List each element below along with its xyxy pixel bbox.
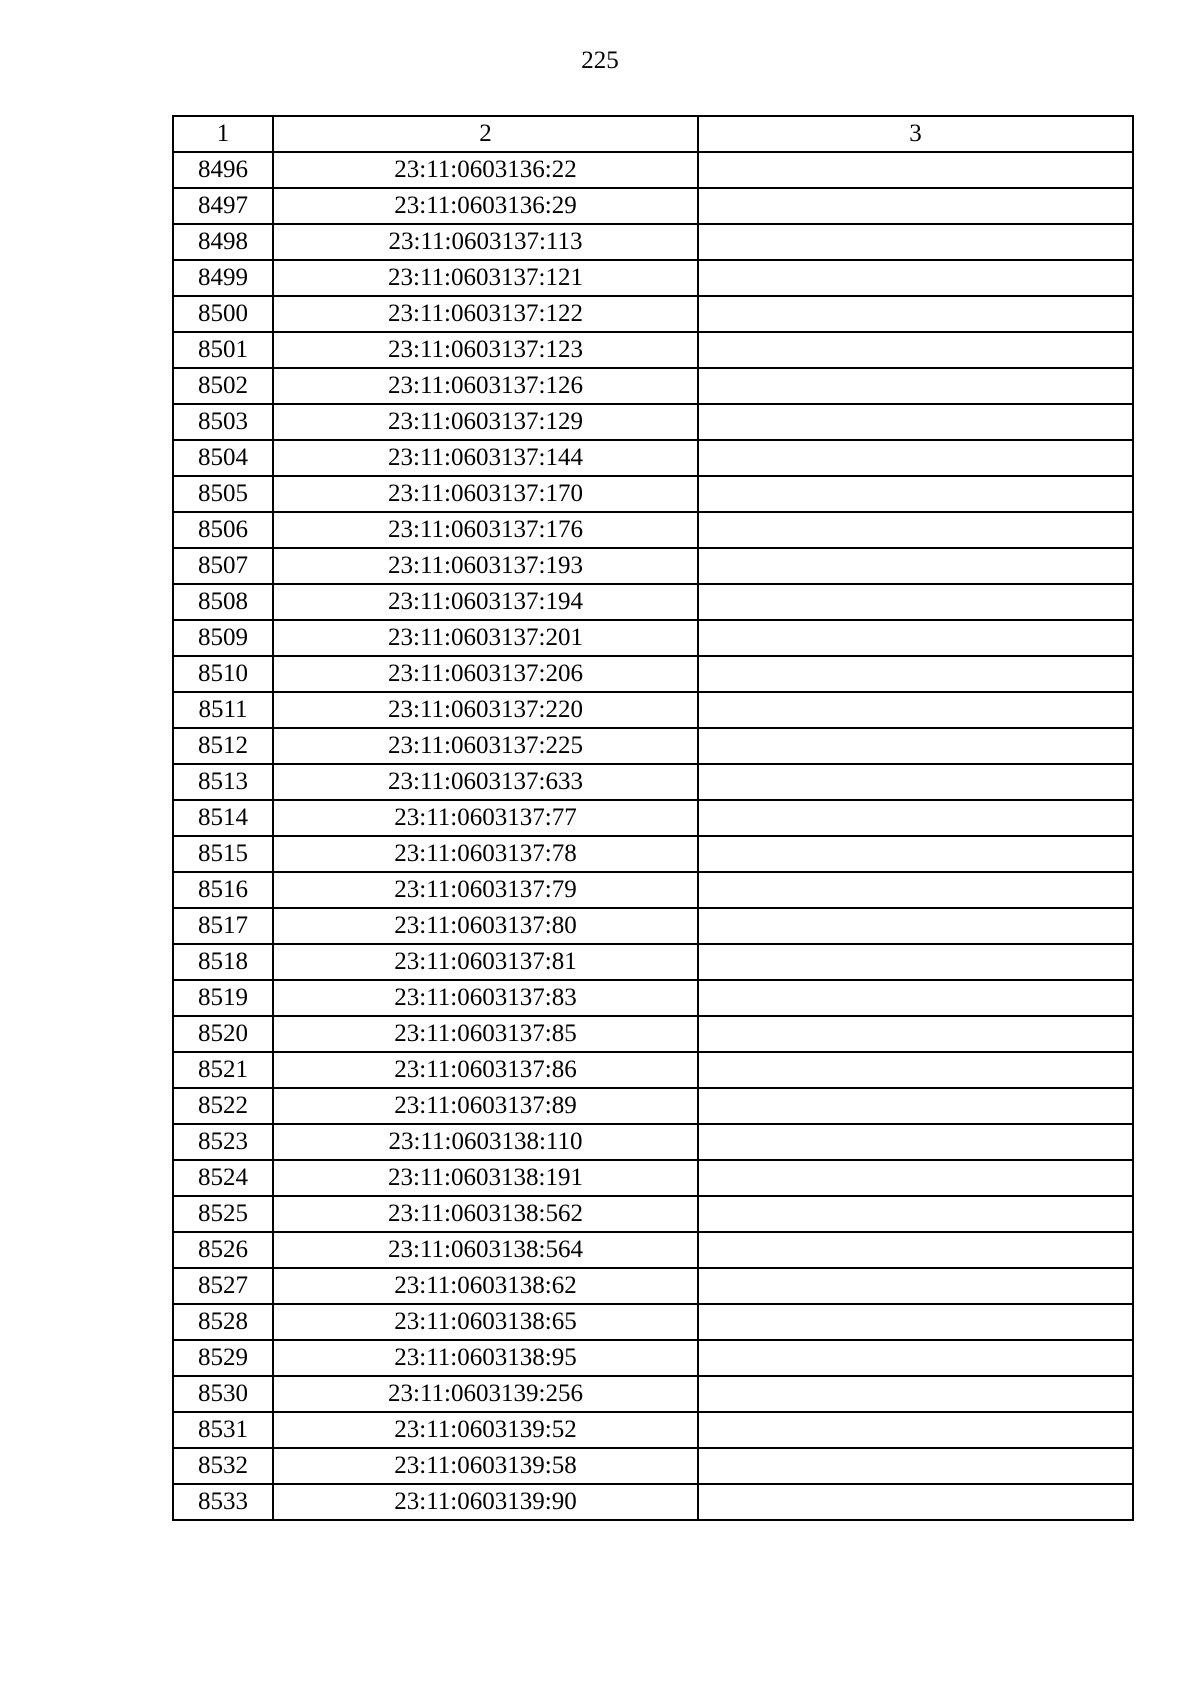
cadastral-number-cell: 23:11:0603137:122 (273, 296, 698, 332)
cadastral-number-cell: 23:11:0603137:220 (273, 692, 698, 728)
notes-cell (698, 332, 1133, 368)
column-header-2: 2 (273, 116, 698, 152)
cadastral-number-cell: 23:11:0603137:201 (273, 620, 698, 656)
table-row (173, 1232, 1133, 1268)
row-number-cell: 8499 (173, 260, 273, 296)
row-number-cell: 8520 (173, 1016, 273, 1052)
notes-cell (698, 1376, 1133, 1412)
table-row (173, 404, 1133, 440)
notes-cell (698, 296, 1133, 332)
row-number-cell: 8519 (173, 980, 273, 1016)
notes-cell (698, 1088, 1133, 1124)
cadastral-number-cell: 23:11:0603137:78 (273, 836, 698, 872)
cadastral-number-cell: 23:11:0603137:126 (273, 368, 698, 404)
row-number-cell: 8505 (173, 476, 273, 512)
table-row (173, 908, 1133, 944)
row-number-cell: 8515 (173, 836, 273, 872)
table-body (173, 152, 1133, 1520)
row-number-cell: 8500 (173, 296, 273, 332)
cadastral-number-cell: 23:11:0603137:633 (273, 764, 698, 800)
cadastral-number-cell: 23:11:0603137:113 (273, 224, 698, 260)
notes-cell (698, 224, 1133, 260)
table-row (173, 1340, 1133, 1376)
cadastral-number-cell: 23:11:0603137:86 (273, 1052, 698, 1088)
cadastral-number-cell: 23:11:0603137:83 (273, 980, 698, 1016)
row-number-cell: 8531 (173, 1412, 273, 1448)
row-number-cell: 8532 (173, 1448, 273, 1484)
table-row (173, 476, 1133, 512)
notes-cell (698, 548, 1133, 584)
cadastral-number-cell: 23:11:0603137:80 (273, 908, 698, 944)
cadastral-number-cell: 23:11:0603138:191 (273, 1160, 698, 1196)
table-row (173, 152, 1133, 188)
notes-cell (698, 476, 1133, 512)
cadastral-number-cell: 23:11:0603138:95 (273, 1340, 698, 1376)
row-number-cell: 8503 (173, 404, 273, 440)
row-number-cell: 8501 (173, 332, 273, 368)
cadastral-number-cell: 23:11:0603138:562 (273, 1196, 698, 1232)
cadastral-number-cell: 23:11:0603136:29 (273, 188, 698, 224)
cadastral-number-cell: 23:11:0603137:129 (273, 404, 698, 440)
row-number-cell: 8521 (173, 1052, 273, 1088)
cadastral-number-cell: 23:11:0603139:256 (273, 1376, 698, 1412)
row-number-cell: 8496 (173, 152, 273, 188)
row-number-cell: 8506 (173, 512, 273, 548)
table-row (173, 980, 1133, 1016)
cadastral-number-cell: 23:11:0603137:79 (273, 872, 698, 908)
notes-cell (698, 692, 1133, 728)
notes-cell (698, 836, 1133, 872)
row-number-cell: 8512 (173, 728, 273, 764)
notes-cell (698, 1196, 1133, 1232)
row-number-cell: 8526 (173, 1232, 273, 1268)
table-row (173, 260, 1133, 296)
notes-cell (698, 1016, 1133, 1052)
table-row (173, 764, 1133, 800)
table-row (173, 440, 1133, 476)
notes-cell (698, 1484, 1133, 1520)
table-row (173, 1268, 1133, 1304)
notes-cell (698, 764, 1133, 800)
table-row (173, 1124, 1133, 1160)
row-number-cell: 8498 (173, 224, 273, 260)
cadastral-number-cell: 23:11:0603138:62 (273, 1268, 698, 1304)
cadastral-number-cell: 23:11:0603137:81 (273, 944, 698, 980)
cadastral-number-cell: 23:11:0603137:206 (273, 656, 698, 692)
notes-cell (698, 1232, 1133, 1268)
notes-cell (698, 728, 1133, 764)
row-number-cell: 8529 (173, 1340, 273, 1376)
cadastral-number-cell: 23:11:0603137:121 (273, 260, 698, 296)
notes-cell (698, 152, 1133, 188)
cadastral-number-cell: 23:11:0603138:564 (273, 1232, 698, 1268)
cadastral-number-cell: 23:11:0603137:85 (273, 1016, 698, 1052)
cadastral-number-cell: 23:11:0603137:225 (273, 728, 698, 764)
notes-cell (698, 188, 1133, 224)
cadastral-number-cell: 23:11:0603137:89 (273, 1088, 698, 1124)
row-number-cell: 8527 (173, 1268, 273, 1304)
notes-cell (698, 1052, 1133, 1088)
cadastral-number-cell: 23:11:0603138:110 (273, 1124, 698, 1160)
table-row (173, 1412, 1133, 1448)
table-row (173, 872, 1133, 908)
table-row (173, 692, 1133, 728)
notes-cell (698, 1124, 1133, 1160)
table-row (173, 512, 1133, 548)
notes-cell (698, 1304, 1133, 1340)
row-number-cell: 8522 (173, 1088, 273, 1124)
row-number-cell: 8508 (173, 584, 273, 620)
column-header-1: 1 (173, 116, 273, 152)
table-row (173, 800, 1133, 836)
notes-cell (698, 620, 1133, 656)
notes-cell (698, 1412, 1133, 1448)
page-number: 225 (581, 47, 619, 74)
cadastral-number-cell: 23:11:0603137:193 (273, 548, 698, 584)
notes-cell (698, 512, 1133, 548)
table-row (173, 836, 1133, 872)
row-number-cell: 8513 (173, 764, 273, 800)
notes-cell (698, 1448, 1133, 1484)
cadastral-table (172, 115, 1134, 1521)
table-row (173, 944, 1133, 980)
row-number-cell: 8516 (173, 872, 273, 908)
cadastral-number-cell: 23:11:0603137:123 (273, 332, 698, 368)
notes-cell (698, 800, 1133, 836)
table-row (173, 296, 1133, 332)
cadastral-number-cell: 23:11:0603138:65 (273, 1304, 698, 1340)
table-row (173, 728, 1133, 764)
table-row (173, 1448, 1133, 1484)
row-number-cell: 8530 (173, 1376, 273, 1412)
cadastral-number-cell: 23:11:0603136:22 (273, 152, 698, 188)
table-row (173, 224, 1133, 260)
notes-cell (698, 944, 1133, 980)
table-row (173, 332, 1133, 368)
table-row (173, 1376, 1133, 1412)
notes-cell (698, 656, 1133, 692)
cadastral-number-cell: 23:11:0603139:90 (273, 1484, 698, 1520)
row-number-cell: 8523 (173, 1124, 273, 1160)
notes-cell (698, 584, 1133, 620)
table-row (173, 188, 1133, 224)
cadastral-number-cell: 23:11:0603139:52 (273, 1412, 698, 1448)
row-number-cell: 8497 (173, 188, 273, 224)
table-row (173, 1088, 1133, 1124)
column-header-3: 3 (698, 116, 1133, 152)
row-number-cell: 8507 (173, 548, 273, 584)
cadastral-number-cell: 23:11:0603137:170 (273, 476, 698, 512)
cadastral-number-cell: 23:11:0603137:77 (273, 800, 698, 836)
row-number-cell: 8511 (173, 692, 273, 728)
notes-cell (698, 440, 1133, 476)
table-row (173, 1160, 1133, 1196)
row-number-cell: 8502 (173, 368, 273, 404)
table-row (173, 584, 1133, 620)
row-number-cell: 8510 (173, 656, 273, 692)
row-number-cell: 8514 (173, 800, 273, 836)
row-number-cell: 8518 (173, 944, 273, 980)
row-number-cell: 8504 (173, 440, 273, 476)
row-number-cell: 8524 (173, 1160, 273, 1196)
notes-cell (698, 908, 1133, 944)
notes-cell (698, 980, 1133, 1016)
row-number-cell: 8517 (173, 908, 273, 944)
row-number-cell: 8533 (173, 1484, 273, 1520)
notes-cell (698, 1160, 1133, 1196)
row-number-cell: 8509 (173, 620, 273, 656)
notes-cell (698, 1340, 1133, 1376)
notes-cell (698, 260, 1133, 296)
notes-cell (698, 1268, 1133, 1304)
table-row (173, 1196, 1133, 1232)
cadastral-number-cell: 23:11:0603137:176 (273, 512, 698, 548)
notes-cell (698, 368, 1133, 404)
row-number-cell: 8525 (173, 1196, 273, 1232)
table-row (173, 548, 1133, 584)
notes-cell (698, 872, 1133, 908)
table-row (173, 656, 1133, 692)
notes-cell (698, 404, 1133, 440)
table-row (173, 620, 1133, 656)
cadastral-number-cell: 23:11:0603137:194 (273, 584, 698, 620)
table-row (173, 1484, 1133, 1520)
table-row (173, 1052, 1133, 1088)
cadastral-number-cell: 23:11:0603137:144 (273, 440, 698, 476)
table-header-row (173, 116, 1133, 152)
cadastral-number-cell: 23:11:0603139:58 (273, 1448, 698, 1484)
table-row (173, 1016, 1133, 1052)
table-row (173, 1304, 1133, 1340)
row-number-cell: 8528 (173, 1304, 273, 1340)
table-row (173, 368, 1133, 404)
